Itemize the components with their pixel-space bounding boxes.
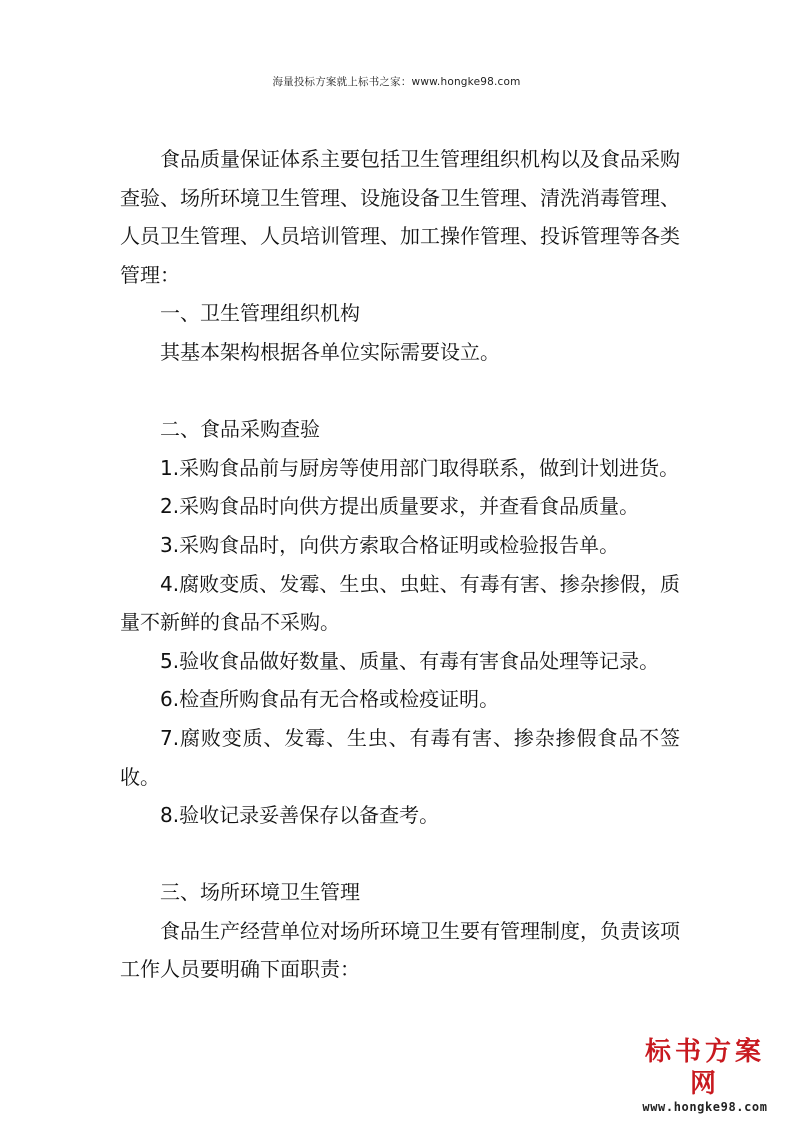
- section-2-heading: 二、食品采购查验: [160, 417, 320, 442]
- list-item-1: 1.采购食品前与厨房等使用部门取得联系，做到计划进货。: [160, 455, 680, 480]
- blank-line: [120, 835, 680, 874]
- list-item-6: 6.检查所购食品有无合格或检疫证明。: [160, 687, 500, 712]
- list-item-7: 7.腐败变质、发霉、生虫、有毒有害、掺杂掺假食品不签收。: [120, 725, 680, 789]
- list-item-3: 3.采购食品时，向供方索取合格证明或检验报告单。: [160, 532, 620, 557]
- section-3-heading: 三、场所环境卫生管理: [160, 880, 360, 905]
- list-item-8: 8.验收记录妥善保存以备查考。: [160, 803, 440, 828]
- intro-paragraph: 食品质量保证体系主要包括卫生管理组织机构以及食品采购查验、场所环境卫生管理、设施设备卫生管理、清洗消毒管理、人员卫生管理、人员培训管理、加工操作管理、投诉管理等各类管理：: [120, 147, 680, 287]
- blank-line: [120, 372, 680, 411]
- site-watermark-logo: [631, 1036, 779, 1114]
- section-1-text: 其基本架构根据各单位实际需要设立。: [160, 339, 500, 364]
- section-1-heading: 一、卫生管理组织机构: [160, 301, 360, 326]
- list-item-5: 5.验收食品做好数量、质量、有毒有害食品处理等记录。: [160, 648, 660, 673]
- list-item-2: 2.采购食品时向供方提出质量要求，并查看食品质量。: [160, 494, 640, 519]
- document-body: [120, 140, 680, 989]
- list-item-4: 4.腐败变质、发霉、生虫、虫蛀、有毒有害、掺杂掺假，质量不新鲜的食品不采购。: [120, 571, 680, 635]
- section-3-text: 食品生产经营单位对场所环境卫生要有管理制度，负责该项工作人员要明确下面职责：: [120, 918, 680, 982]
- watermark-url: www.hongke98.com: [642, 1100, 768, 1114]
- page-header: 海量投标方案就上标书之家：www.hongke98.com: [272, 76, 521, 88]
- watermark-title: 标书方案网: [644, 1037, 765, 1099]
